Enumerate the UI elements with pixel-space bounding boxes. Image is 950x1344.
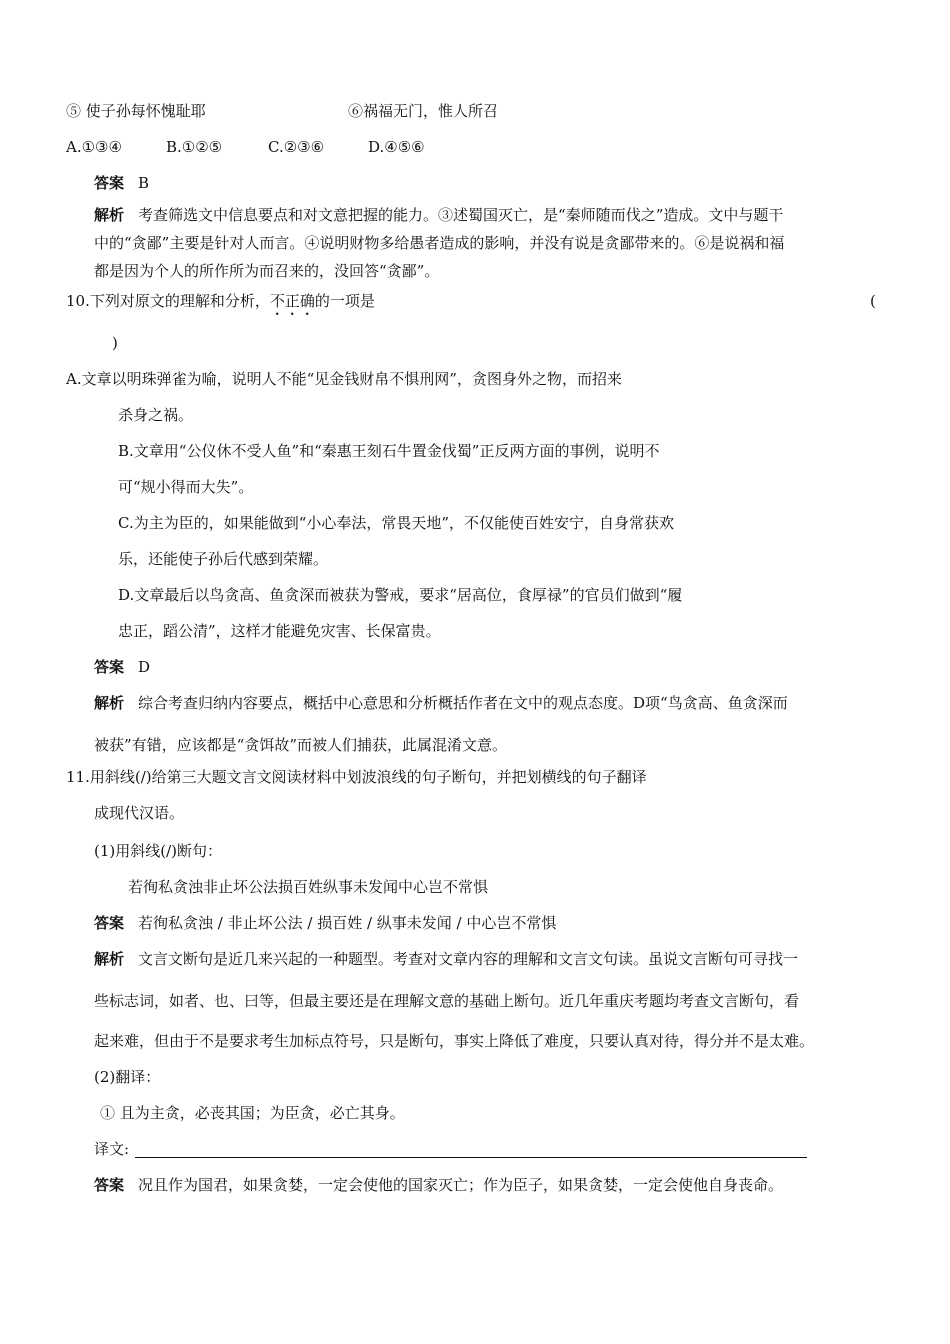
- q9-option-6: ⑥祸福无门，惟人所召: [348, 102, 499, 120]
- q11-part1-text: 若徇私贪浊非止坏公法损百姓纵事未发闻中心岂不常惧: [128, 878, 489, 896]
- q10-emphasis: 不正确: [269, 292, 315, 310]
- q9-answer: [94, 172, 149, 194]
- q10-paren-close: ): [112, 334, 118, 352]
- q10-option-a-line-1: A.文章以明珠弹雀为喻，说明人不能“见金钱财帛不惧刑网”，贪图身外之物，而招来: [66, 370, 622, 388]
- q11-analysis-line-3: 起来难，但由于不是要求考生加标点符号，只是断句，事实上降低了难度，只要认真对待，得分并不是太难。: [94, 1032, 815, 1050]
- q11-answer-1: [94, 912, 556, 934]
- q10-option-d-line-2: 忠正，蹈公清”，这样才能避免灾害、长保富贵。: [118, 622, 441, 640]
- q10-option-d-line-1: D.文章最后以鸟贪高、鱼贪深而被获为警戒，要求“居高位，食厚禄”的官员们做到“履: [118, 586, 683, 604]
- answer-value: 况且作为国君，如果贪婪，一定会使他的国家灭亡；作为臣子，如果贪婪，一定会使他自身丧命。: [138, 1176, 784, 1194]
- q10-option-c-line-2: 乐，还能使子孙后代感到荣耀。: [118, 550, 329, 568]
- analysis-label: 解析: [94, 950, 125, 968]
- answer-value: 若徇私贪浊 / 非止坏公法 / 损百姓 / 纵事未发闻 / 中心岂不常惧: [138, 914, 557, 932]
- q11-translation-row: [94, 1138, 807, 1160]
- answer-label: 答案: [94, 658, 125, 676]
- q9-analysis-line-1: 解析 考查筛选文中信息要点和对文意把握的能力。③述蜀国灭亡，是“秦师随而伐之”造成。文中与题干: [94, 206, 784, 224]
- translation-label: 译文:: [94, 1140, 130, 1158]
- answer-label: 答案: [94, 914, 125, 932]
- q11-part1-label: (1)用斜线(/)断句：: [94, 842, 223, 860]
- q9-choice-b: B.①②⑤: [166, 138, 223, 156]
- answer-value: D: [138, 658, 151, 676]
- translation-blank[interactable]: [135, 1143, 807, 1158]
- q10-answer: [94, 656, 150, 678]
- q10-option-b-line-2: 可“规小得而大失”。: [118, 478, 254, 496]
- q10-option-c-line-1: C.为主为臣的，如果能做到“小心奉法，常畏天地”，不仅能使百姓安宁，自身常获欢: [118, 514, 675, 532]
- q11-analysis-line-1: 解析 文言文断句是近几来兴起的一种题型。考查对文章内容的理解和文言文句读。虽说文言断句可寻找一: [94, 950, 799, 968]
- q9-choice-c: C.②③⑥: [268, 138, 325, 156]
- q10-stem: 10.下列对原文的理解和分析，不正确的一项是: [66, 292, 375, 310]
- q11-answer-2: [94, 1174, 783, 1196]
- analysis-label: 解析: [94, 206, 125, 224]
- q11-stem-line-1: 11.用斜线(/)给第三大题文言文阅读材料中划波浪线的句子断句，并把划横线的句子翻译: [66, 768, 647, 786]
- q9-option-5: ⑤ 使子孙每怀愧耻耶: [66, 102, 206, 120]
- q9-choice-a: A.①③④: [66, 138, 122, 156]
- q9-choice-d: D.④⑤⑥: [368, 138, 425, 156]
- q9-analysis-line-2: 中的“贪鄙”主要是针对人而言。④说明财物多给愚者造成的影响，并没有说是贪鄙带来的。⑥是说祸和福: [94, 234, 785, 252]
- answer-label: 答案: [94, 1176, 125, 1194]
- q11-sentence-1: ① 且为主贪，必丧其国；为臣贪，必亡其身。: [100, 1104, 405, 1122]
- q11-analysis-line-2: 些标志词，如者、也、曰等，但最主要还是在理解文意的基础上断句。近几年重庆考题均考查文言断句，看: [94, 992, 800, 1010]
- q9-analysis-line-3: 都是因为个人的所作所为而召来的，没回答“贪鄙”。: [94, 262, 440, 280]
- q10-analysis-line-2: 被获”有错，应该都是“贪饵故”而被人们捕获，此属混淆文意。: [94, 736, 508, 754]
- q10-analysis-line-1: 解析 综合考查归纳内容要点，概括中心意思和分析概括作者在文中的观点态度。D项“鸟贪高、鱼贪深而: [94, 694, 788, 712]
- q11-part2-label: (2)翻译：: [94, 1068, 161, 1086]
- answer-value: B: [138, 174, 150, 192]
- q10-option-b-line-1: B.文章用“公仪休不受人鱼”和“秦惠王刻石牛置金伐蜀”正反两方面的事例，说明不: [118, 442, 660, 460]
- answer-label: 答案: [94, 174, 125, 192]
- analysis-label: 解析: [94, 694, 125, 712]
- q11-stem-line-2: 成现代汉语。: [94, 804, 185, 822]
- q10-option-a-line-2: 杀身之祸。: [118, 406, 194, 424]
- q10-paren-open: (: [870, 292, 876, 310]
